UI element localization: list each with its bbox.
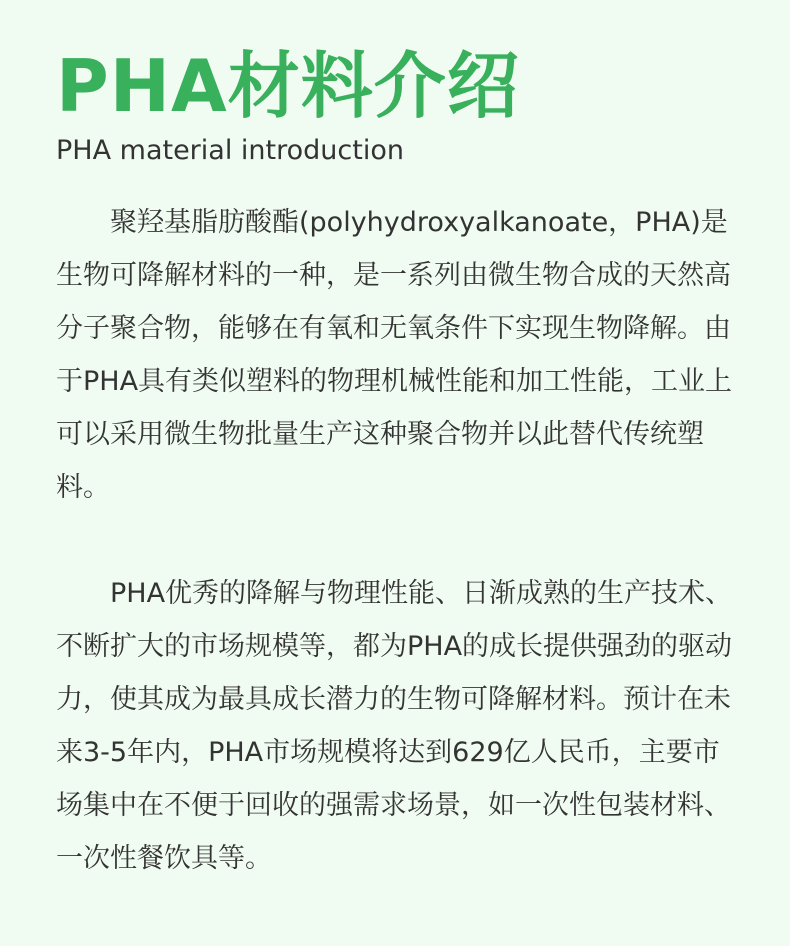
page-subtitle: PHA material introduction: [56, 135, 404, 166]
intro-paragraph-2: PHA优秀的降解与物理性能、日渐成熟的生产技术、不断扩大的市场规模等，都为PHA的成长提供强劲的驱动力，使其成为最具成长潜力的生物可降解材料。预计在未来3-5年内，PHA市场规模将达到629亿人民币，主要市场集中在不便于回收的强需求场景，如一次性包装材料、一次性餐饮具等。: [56, 578, 733, 874]
intro-paragraph-1: 聚羟基脂肪酸酯(polyhydroxyalkanoate，PHA)是生物可降解材料的一种，是一系列由微生物合成的天然高分子聚合物，能够在有氧和无氧条件下实现生物降解。由于PHA具有类似塑料的物理机械性能和加工性能，工业上可以采用微生物批量生产这种聚合物并以此替代传统塑料。: [56, 207, 733, 503]
page-title: PHA材料介绍: [56, 44, 520, 128]
